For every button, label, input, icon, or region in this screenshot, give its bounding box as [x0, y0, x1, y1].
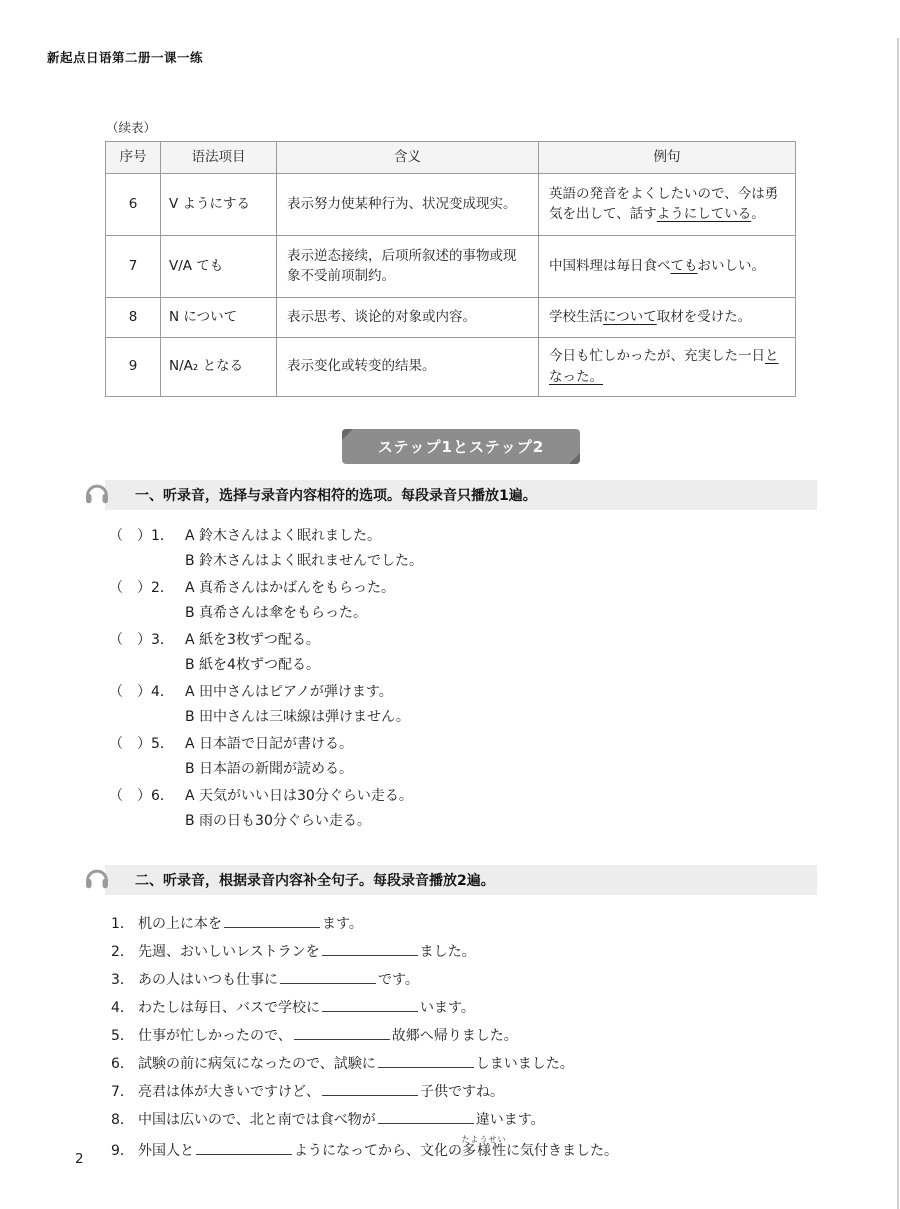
sentence-pre: 亮君は体が大きいですけど、 [138, 1083, 320, 1100]
headphones-icon [82, 863, 112, 893]
cell-meaning: 表示变化或转变的结果。 [277, 337, 539, 396]
cell-no: 8 [106, 297, 161, 337]
table-row [106, 173, 796, 235]
choice-item [109, 784, 817, 835]
choice-options [185, 524, 817, 575]
fill-item [111, 1051, 817, 1077]
fill-item [111, 939, 817, 965]
fill-item [111, 995, 817, 1021]
cell-grammar-item: N について [161, 297, 277, 337]
sentence-pre: 試験の前に病気になったので、試験に [138, 1055, 376, 1072]
item-number: 3． [111, 971, 134, 988]
cell-example [539, 297, 796, 337]
sentence-pre: わたしは毎日、バスで学校に [138, 999, 320, 1016]
item-number: 8． [111, 1111, 134, 1128]
cell-example [539, 235, 796, 297]
fill-item [111, 967, 817, 993]
option-a: A 天気がいい日は30分ぐらい走る。 [185, 787, 413, 804]
example-text: 学校生活 [549, 308, 603, 325]
choice-item [109, 524, 817, 575]
headphones-icon [82, 478, 112, 508]
sentence-pre: 仕事が忙しかったので、 [138, 1027, 292, 1044]
cell-no: 9 [106, 337, 161, 396]
cell-no: 6 [106, 173, 161, 235]
step-banner: ステップ1とステップ2 [342, 429, 580, 464]
sentence-pre: 机の上に本を [138, 915, 222, 932]
listening-choice-list [105, 524, 817, 835]
item-number: 6． [111, 1055, 134, 1072]
page-number: 2 [75, 1151, 84, 1167]
item-number: 7． [111, 1083, 134, 1100]
cell-grammar-item: V/A ても [161, 235, 277, 297]
sentence-mid: ようになってから、文化の [294, 1142, 462, 1159]
blank-line [322, 942, 418, 956]
example-text: 。 [751, 206, 765, 223]
example-text: 中国料理は毎日食べ [549, 257, 671, 274]
cell-example [539, 337, 796, 396]
blank-line [196, 1141, 292, 1155]
answer-blank-label: （ ）1． [109, 527, 174, 544]
sentence-post: ます。 [322, 915, 363, 932]
blank-line [294, 1026, 390, 1040]
item-number: 4． [111, 999, 134, 1016]
choice-item [109, 680, 817, 731]
choice-item [109, 628, 817, 679]
choice-item [109, 576, 817, 627]
answer-blank-label: （ ）5． [109, 735, 174, 752]
fill-item [111, 1023, 817, 1049]
grammar-table [105, 141, 796, 397]
option-b: B 真希さんは傘をもらった。 [185, 605, 368, 622]
sentence-post: います。 [420, 999, 475, 1016]
fill-item [111, 1107, 817, 1133]
blank-line [378, 1110, 474, 1124]
page-edge-line [897, 38, 899, 1209]
cell-grammar-item: V ようにする [161, 173, 277, 235]
fill-item [111, 911, 817, 937]
page-content [105, 118, 817, 1166]
cell-no: 7 [106, 235, 161, 297]
example-text: 取材を受けた。 [656, 308, 752, 325]
blank-line [322, 998, 418, 1012]
section-2-header [105, 865, 817, 895]
option-b: B 田中さんは三味線は弾けません。 [185, 709, 410, 726]
blank-line [322, 1082, 418, 1096]
option-b: B 鈴木さんはよく眠れませんでした。 [185, 553, 424, 570]
table-header-row [106, 142, 796, 174]
example-underlined: について [603, 308, 657, 325]
choice-item [109, 732, 817, 783]
fill-item [111, 1079, 817, 1105]
item-number: 1． [111, 915, 134, 932]
choice-options [185, 628, 817, 679]
cell-meaning: 表示思考、谈论的对象或内容。 [277, 297, 539, 337]
example-underlined: となった。 [549, 347, 779, 385]
example-underlined: ようにしている [656, 206, 752, 223]
sentence-pre: 中国は広いので、北と南では食べ物が [138, 1111, 376, 1128]
example-underlined: ても [670, 257, 698, 274]
sentence-pre: あの人はいつも仕事に [138, 971, 278, 988]
ruby-furigana: たようせい [461, 1134, 507, 1144]
choice-options [185, 784, 817, 835]
cell-meaning: 表示努力使某种行为、状况变成现实。 [277, 173, 539, 235]
sentence-post: ました。 [419, 943, 476, 960]
option-b: B 雨の日も30分ぐらい走る。 [185, 813, 371, 830]
blank-line [280, 970, 376, 984]
cell-grammar-item: N/A₂ となる [161, 337, 277, 396]
option-b: B 紙を4枚ずつ配る。 [185, 657, 320, 674]
example-text: おいしい。 [697, 257, 765, 274]
section-2-title: 二、听录音，根据录音内容补全句子。每段录音播放2遍。 [135, 872, 495, 889]
answer-blank-label: （ ）6． [109, 787, 174, 804]
blank-line [224, 914, 320, 928]
book-title-header: 新起点日语第二册一课一练 [47, 50, 204, 65]
blank-line [378, 1054, 474, 1068]
fill-blank-list [105, 911, 817, 1164]
option-b: B 日本語の新聞が読める。 [185, 761, 354, 778]
sentence-pre: 外国人と [138, 1142, 194, 1159]
header-no: 序号 [106, 142, 161, 174]
continued-table-label: （续表） [106, 120, 157, 135]
item-number: 9． [111, 1142, 134, 1159]
example-text: 英語の発音をよくしたいので、今は勇気を出して、話す [549, 185, 779, 223]
item-number: 5． [111, 1027, 134, 1044]
option-a: A 日本語で日記が書ける。 [185, 735, 354, 752]
fill-item [111, 1135, 817, 1164]
example-text: 今日も忙しかったが、充実した一日 [549, 347, 765, 364]
sentence-pre: 先週、おいしいレストランを [138, 943, 320, 960]
section-1-title: 一、听录音，选择与录音内容相符的选项。每段录音只播放1遍。 [135, 487, 537, 504]
sentence-post: 子供ですね。 [420, 1083, 504, 1100]
option-a: A 田中さんはピアノが弾けます。 [185, 683, 393, 700]
sentence-post: です。 [378, 971, 419, 988]
choice-options [185, 732, 817, 783]
sentence-post: に気付きました。 [506, 1142, 618, 1159]
option-a: A 鈴木さんはよく眠れました。 [185, 527, 382, 544]
answer-blank-label: （ ）4． [109, 683, 174, 700]
ruby-base: 多様性 [461, 1142, 507, 1159]
option-a: A 真希さんはかばんをもらった。 [185, 579, 396, 596]
choice-options [185, 576, 817, 627]
header-meaning: 含义 [277, 142, 539, 174]
choice-options [185, 680, 817, 731]
cell-meaning: 表示逆态接续，后项所叙述的事物或现象不受前项制约。 [277, 235, 539, 297]
table-row [106, 235, 796, 297]
table-row [106, 337, 796, 396]
sentence-post: しまいました。 [475, 1055, 574, 1072]
step-banner-wrap [105, 429, 817, 464]
sentence-post: 故郷へ帰りました。 [391, 1027, 518, 1044]
option-a: A 紙を3枚ずつ配る。 [185, 631, 320, 648]
sentence-post: 違います。 [475, 1111, 545, 1128]
section-1-header [105, 480, 817, 510]
item-number: 2． [111, 943, 134, 960]
header-grammar-item: 语法项目 [161, 142, 277, 174]
ruby-word [461, 1134, 507, 1159]
answer-blank-label: （ ）3． [109, 631, 174, 648]
answer-blank-label: （ ）2． [109, 579, 174, 596]
table-row [106, 297, 796, 337]
cell-example [539, 173, 796, 235]
header-example: 例句 [539, 142, 796, 174]
